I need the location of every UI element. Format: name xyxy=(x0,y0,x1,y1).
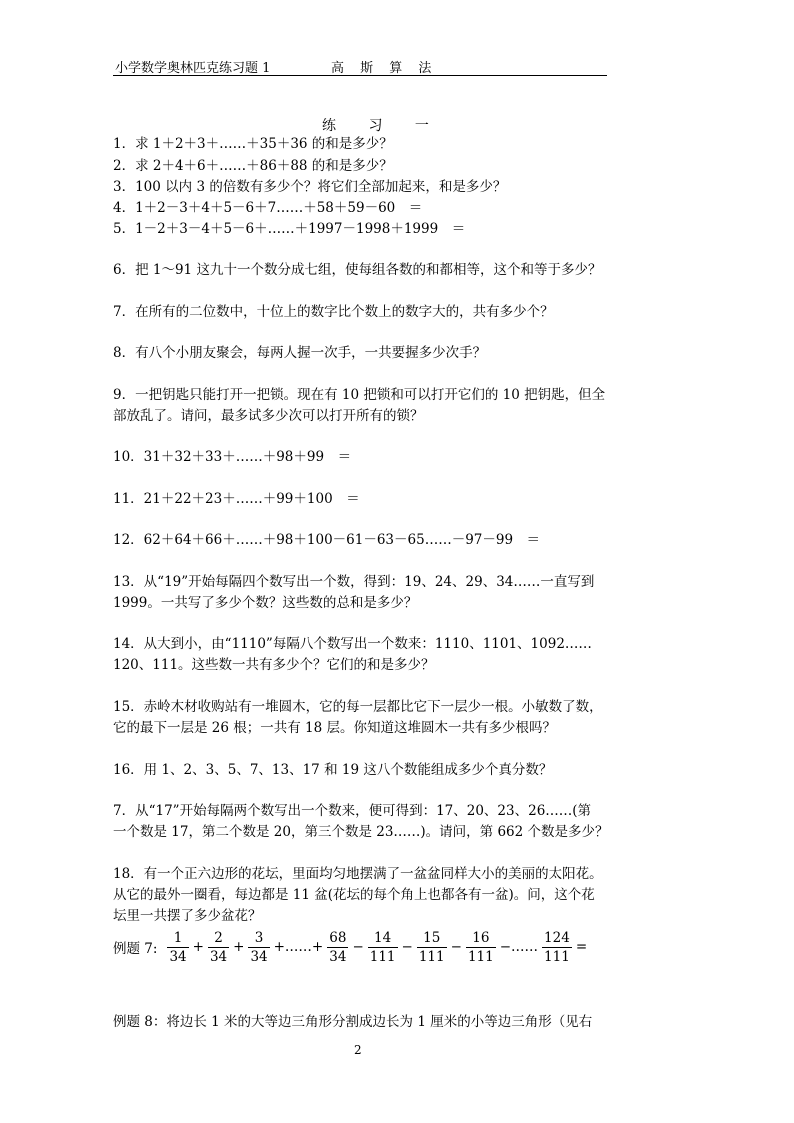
question-line: 11．21＋22＋23＋……＋99＋100 ＝ xyxy=(113,491,360,507)
question-line: 1999。一共写了多少个数？这些数的总和是多少？ xyxy=(113,595,418,611)
question-line: 1．求 1＋2＋3＋……＋35＋36 的和是多少？ xyxy=(113,136,393,152)
fraction-denominator: 34 xyxy=(169,948,187,965)
fraction xyxy=(542,929,572,966)
question-line: 9．一把钥匙只能打开一把锁。现在有 10 把锁和可以打开它们的 10 把钥匙，但全 xyxy=(113,387,606,403)
page-header xyxy=(113,55,607,76)
question-line: 坛里一共摆了多少盆花？ xyxy=(113,908,262,924)
fraction xyxy=(327,929,348,966)
page-number: 2 xyxy=(354,1043,362,1057)
fraction-numerator: 14 xyxy=(374,929,392,946)
operator: − xyxy=(352,939,364,955)
question-line: 13．从“19”开始每隔四个数写出一个数，得到：19、24、29、34……一直写到 xyxy=(113,574,595,590)
operator: − xyxy=(450,939,462,955)
question-line: 它的最下一层是 26 根；一共有 18 层。你知道这堆圆木一共有多少根吗？ xyxy=(113,720,557,736)
operator: + xyxy=(192,939,204,955)
fraction xyxy=(208,929,229,966)
fraction-numerator: 3 xyxy=(254,929,264,946)
fraction-numerator: 124 xyxy=(544,929,570,946)
question-line: 18．有一个正六边形的花坛，里面均匀地摆满了一盆盆同样大小的美丽的太阳花。 xyxy=(113,866,603,882)
header-book-title: 小学数学奥林匹克练习题 1 xyxy=(115,61,271,76)
question-line: 16．用 1、2、3、5、7、13、17 和 19 这八个数能组成多少个真分数？ xyxy=(113,762,553,778)
question-line: 6．把 1～91 这九十一个数分成七组，使每组各数的和都相等，这个和等于多少？ xyxy=(113,262,602,278)
question-line: 15．赤岭木材收购站有一堆圆木，它的每一层都比它下一层少一根。小敏数了数， xyxy=(113,699,603,715)
fraction-denominator: 111 xyxy=(467,948,494,965)
question-line: 7．从“17”开始每隔两个数写出一个数来，便可得到：17、20、23、26……(第 xyxy=(113,803,592,819)
fraction xyxy=(248,929,269,966)
fraction-numerator: 15 xyxy=(423,929,441,946)
question-line: 14．从大到小，由“1110”每隔八个数写出一个数来：1110、1101、1092…… xyxy=(113,636,592,652)
question-line: 2．求 2＋4＋6＋……＋86＋88 的和是多少？ xyxy=(113,158,393,174)
operator: +……+ xyxy=(273,939,324,955)
fraction-denominator: 34 xyxy=(250,948,268,965)
question-line: 3．100 以内 3 的倍数有多少个？将它们全部加起来，和是多少？ xyxy=(113,179,507,195)
question-line: 部放乱了。请问，最多试多少次可以打开所有的锁？ xyxy=(113,408,424,424)
question-line: 5．1－2＋3－4＋5－6＋……＋1997－1998＋1999 ＝ xyxy=(113,221,466,237)
question-line: 4．1＋2－3＋4＋5－6＋7……＋58＋59－60 ＝ xyxy=(113,200,423,216)
example7-label: 例题 7: xyxy=(113,941,158,957)
operator: −…… xyxy=(499,939,539,955)
example7-formula xyxy=(113,925,589,969)
operator: − xyxy=(401,939,413,955)
exercise-title: 练 习 一 xyxy=(322,118,443,134)
fraction xyxy=(167,929,188,966)
operator: = xyxy=(575,939,588,955)
question-line: 从它的最外一圈看，每边都是 11 盆(花坛的每个角上也都各有一盆)。问，这个花 xyxy=(113,887,595,903)
header-section-title: 高 斯 算 法 xyxy=(331,61,438,76)
question-line: 12．62＋64＋66＋……＋98＋100－61－63－65……－97－99 ＝ xyxy=(113,532,541,548)
question-line: 120、111。这些数一共有多少个？它们的和是多少？ xyxy=(113,657,435,673)
fraction-numerator: 68 xyxy=(329,929,347,946)
operator: + xyxy=(233,939,245,955)
fraction-denominator: 111 xyxy=(418,948,445,965)
fraction-numerator: 1 xyxy=(173,929,183,946)
fraction-denominator: 34 xyxy=(329,948,347,965)
fraction-denominator: 34 xyxy=(209,948,228,965)
question-line: 8．有八个小朋友聚会，每两人握一次手，一共要握多少次手？ xyxy=(113,345,487,361)
fraction xyxy=(417,929,447,966)
question-line: 10．31＋32＋33＋……＋98＋99 ＝ xyxy=(113,449,352,465)
fraction-numerator: 2 xyxy=(214,929,223,946)
fraction-denominator: 111 xyxy=(544,948,570,965)
fraction-denominator: 111 xyxy=(369,948,396,965)
question-line: 一个数是 17，第二个数是 20，第三个数是 23……)。请问，第 662 个数是多少？ xyxy=(113,824,609,840)
question-line: 7．在所有的二位数中，十位上的数字比个数上的数字大的，共有多少个？ xyxy=(113,304,554,320)
fraction-numerator: 16 xyxy=(472,929,490,946)
example8-line: 例题 8：将边长 1 米的大等边三角形分割成边长为 1 厘米的小等边三角形（见右 xyxy=(113,1014,593,1030)
fraction xyxy=(466,929,496,966)
fraction xyxy=(368,929,398,966)
